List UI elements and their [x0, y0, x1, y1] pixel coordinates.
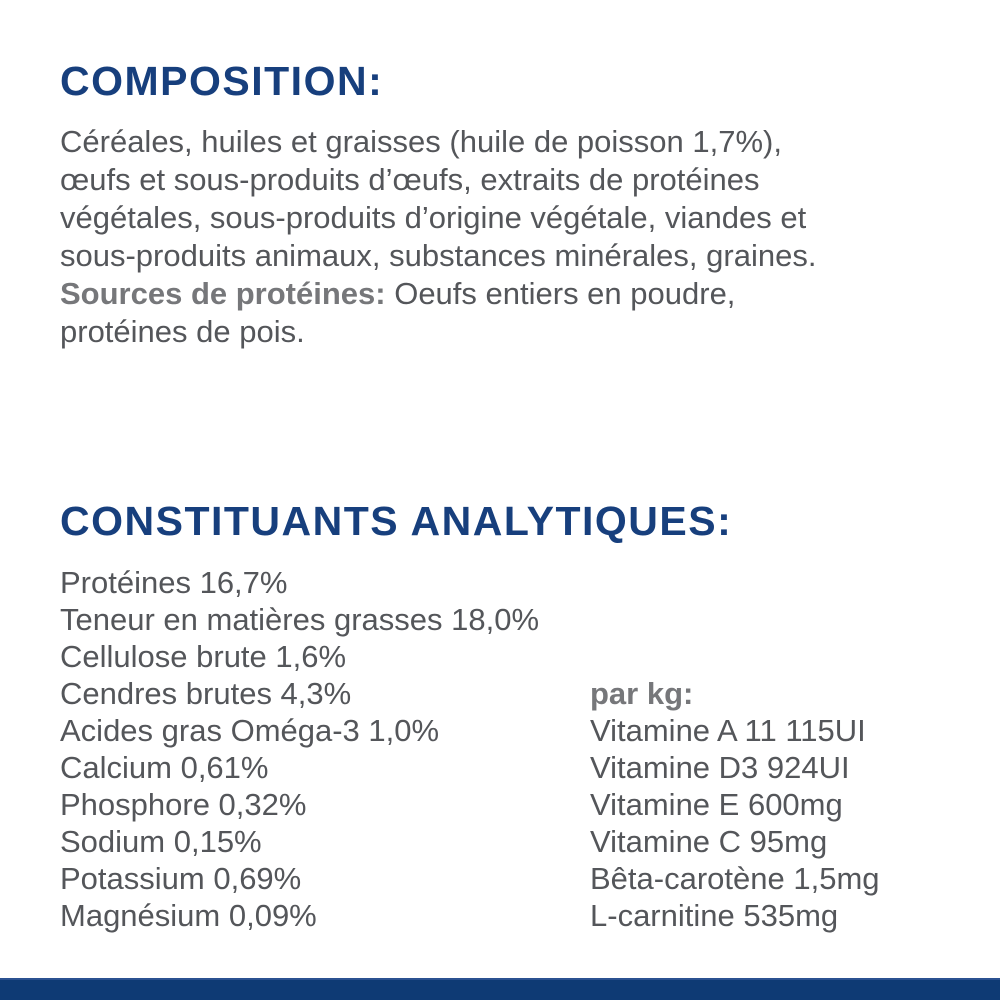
analytics-item: Cendres brutes 4,3% [60, 676, 352, 711]
analytics-item: Potassium 0,69% [60, 861, 302, 896]
footer-accent-bar [0, 978, 1000, 1000]
composition-line: Céréales, huiles et graisses (huile de poisson 1,7%), [60, 124, 782, 159]
per-kg-items [590, 712, 880, 934]
composition-paragraph [60, 123, 960, 351]
analytics-item: Teneur en matières grasses 18,0% [60, 602, 540, 637]
composition-line: œufs et sous-produits d’œufs, extraits de protéines [60, 162, 760, 197]
protein-sources-line [60, 275, 960, 313]
composition-line: sous-produits animaux, substances minérales, graines. [60, 238, 817, 273]
per-kg-item: Vitamine D3 924UI [590, 750, 850, 785]
composition-lines [60, 123, 960, 275]
analytical-constituents-heading: CONSTITUANTS ANALYTIQUES: [60, 498, 733, 544]
composition-line: végétales, sous-produits d’origine végétale, viandes et [60, 200, 807, 235]
per-kg-item: Vitamine C 95mg [590, 824, 828, 859]
analytics-item: Cellulose brute 1,6% [60, 639, 347, 674]
analytics-item: Phosphore 0,32% [60, 787, 307, 822]
per-kg-item: Vitamine A 11 115UI [590, 713, 866, 748]
analytics-item: Sodium 0,15% [60, 824, 262, 859]
protein-sources-line-2: protéines de pois. [60, 314, 305, 349]
per-kg-item: L-carnitine 535mg [590, 898, 839, 933]
per-kg-item: Bêta-carotène 1,5mg [590, 861, 880, 896]
per-kg-item: Vitamine E 600mg [590, 787, 843, 822]
composition-heading: COMPOSITION: [60, 58, 384, 104]
analytics-item: Protéines 16,7% [60, 565, 288, 600]
per-kg-label: par kg: [590, 676, 694, 711]
analytics-item: Acides gras Oméga-3 1,0% [60, 713, 440, 748]
analytics-right-column [590, 675, 880, 934]
analytics-item: Magnésium 0,09% [60, 898, 317, 933]
analytics-left-column [60, 564, 539, 934]
protein-sources-label: Sources de protéines: [60, 276, 386, 311]
analytics-item: Calcium 0,61% [60, 750, 269, 785]
protein-sources-text: Oeufs entiers en poudre, [385, 276, 736, 311]
